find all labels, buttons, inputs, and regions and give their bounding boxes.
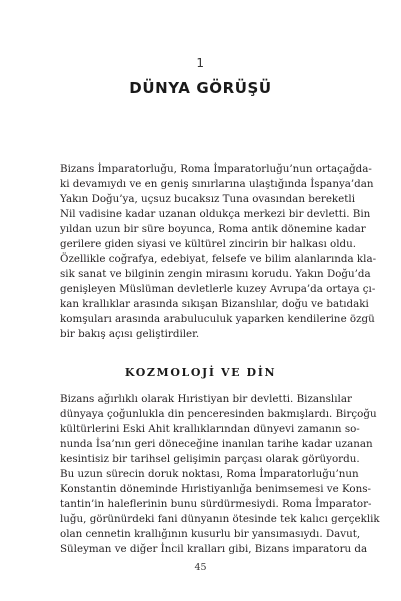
section-heading: KOZMOLOJİ VE DİN — [124, 366, 277, 379]
chapter-number: 1 — [196, 56, 205, 70]
text-line: Özellikle coğrafya, edebiyat, felsefe ve bilim alanlarında kla- — [60, 253, 377, 265]
text-line: luğu, görünürdeki fani dünyanın ötesinde tek kalıcı gerçeklik — [60, 513, 380, 525]
text-line: kan krallıklar arasında sıkışan Bizanslılar, doğu ve batıdaki — [60, 298, 369, 310]
text-line: Konstantin döneminde Hıristiyanlığa benimsemesi ve Kons- — [60, 483, 371, 495]
text-line: Bizans İmparatorluğu, Roma İmparatorluğu’nun ortaçağda- — [60, 163, 372, 175]
text-line: gerilere giden siyasi ve kültürel zincirin bir halkası oldu. — [60, 238, 357, 250]
page-number: 45 — [194, 562, 207, 573]
text-line: bir bakış açısı geliştirdiler. — [60, 328, 200, 340]
text-line: Bu uzun sürecin doruk noktası, Roma İmparatorluğu’nun — [60, 468, 359, 480]
text-line: komşuları arasında arabuluculuk yaparken kendilerine özgü — [60, 313, 375, 325]
text-line: Bizans ağırlıklı olarak Hıristiyan bir devletti. Bizanslılar — [60, 393, 352, 405]
text-line: genişleyen Müslüman devletlerle kuzey Avrupa’da ortaya çı- — [60, 283, 376, 295]
text-line: Süleyman ve diğer İncil kralları gibi, Bizans imparatoru da — [60, 543, 368, 555]
text-line: Yakın Doğu’ya, uçsuz bucaksız Tuna ovasından bereketli — [60, 193, 355, 205]
text-line: nunda İsa’nın geri döneceğine inanılan tarihe kadar uzanan — [60, 438, 373, 450]
text-line: Nil vadisine kadar uzanan oldukça merkezi bir devletti. Bin — [60, 208, 371, 220]
text-line: sik sanat ve bilginin zengin mirasını korudu. Yakın Doğu’da — [60, 268, 371, 280]
text-line: yıldan uzun bir süre boyunca, Roma antik dönemine kadar — [60, 223, 366, 235]
text-line: ki devamıydı ve en geniş sınırlarına ulaştığında İspanya’dan — [60, 178, 374, 190]
text-line: kültürlerini Eski Ahit krallıklarından dünyevi zamanın so- — [60, 423, 360, 435]
text-line: olan cennetin krallığının kusurlu bir yansımasıydı. Davut, — [60, 528, 361, 540]
text-line: kesintisiz bir tarihsel gelişimin parçası olarak görüyordu. — [60, 453, 360, 465]
text-line: tantin’in haleflerinin bunu sürdürmesiydi. Roma İmparator- — [60, 498, 372, 510]
text-line: dünyaya çoğunlukla din penceresinden bakmışlardı. Birçoğu — [60, 408, 377, 420]
chapter-title: DÜNYA GÖRÜŞÜ — [129, 79, 272, 97]
